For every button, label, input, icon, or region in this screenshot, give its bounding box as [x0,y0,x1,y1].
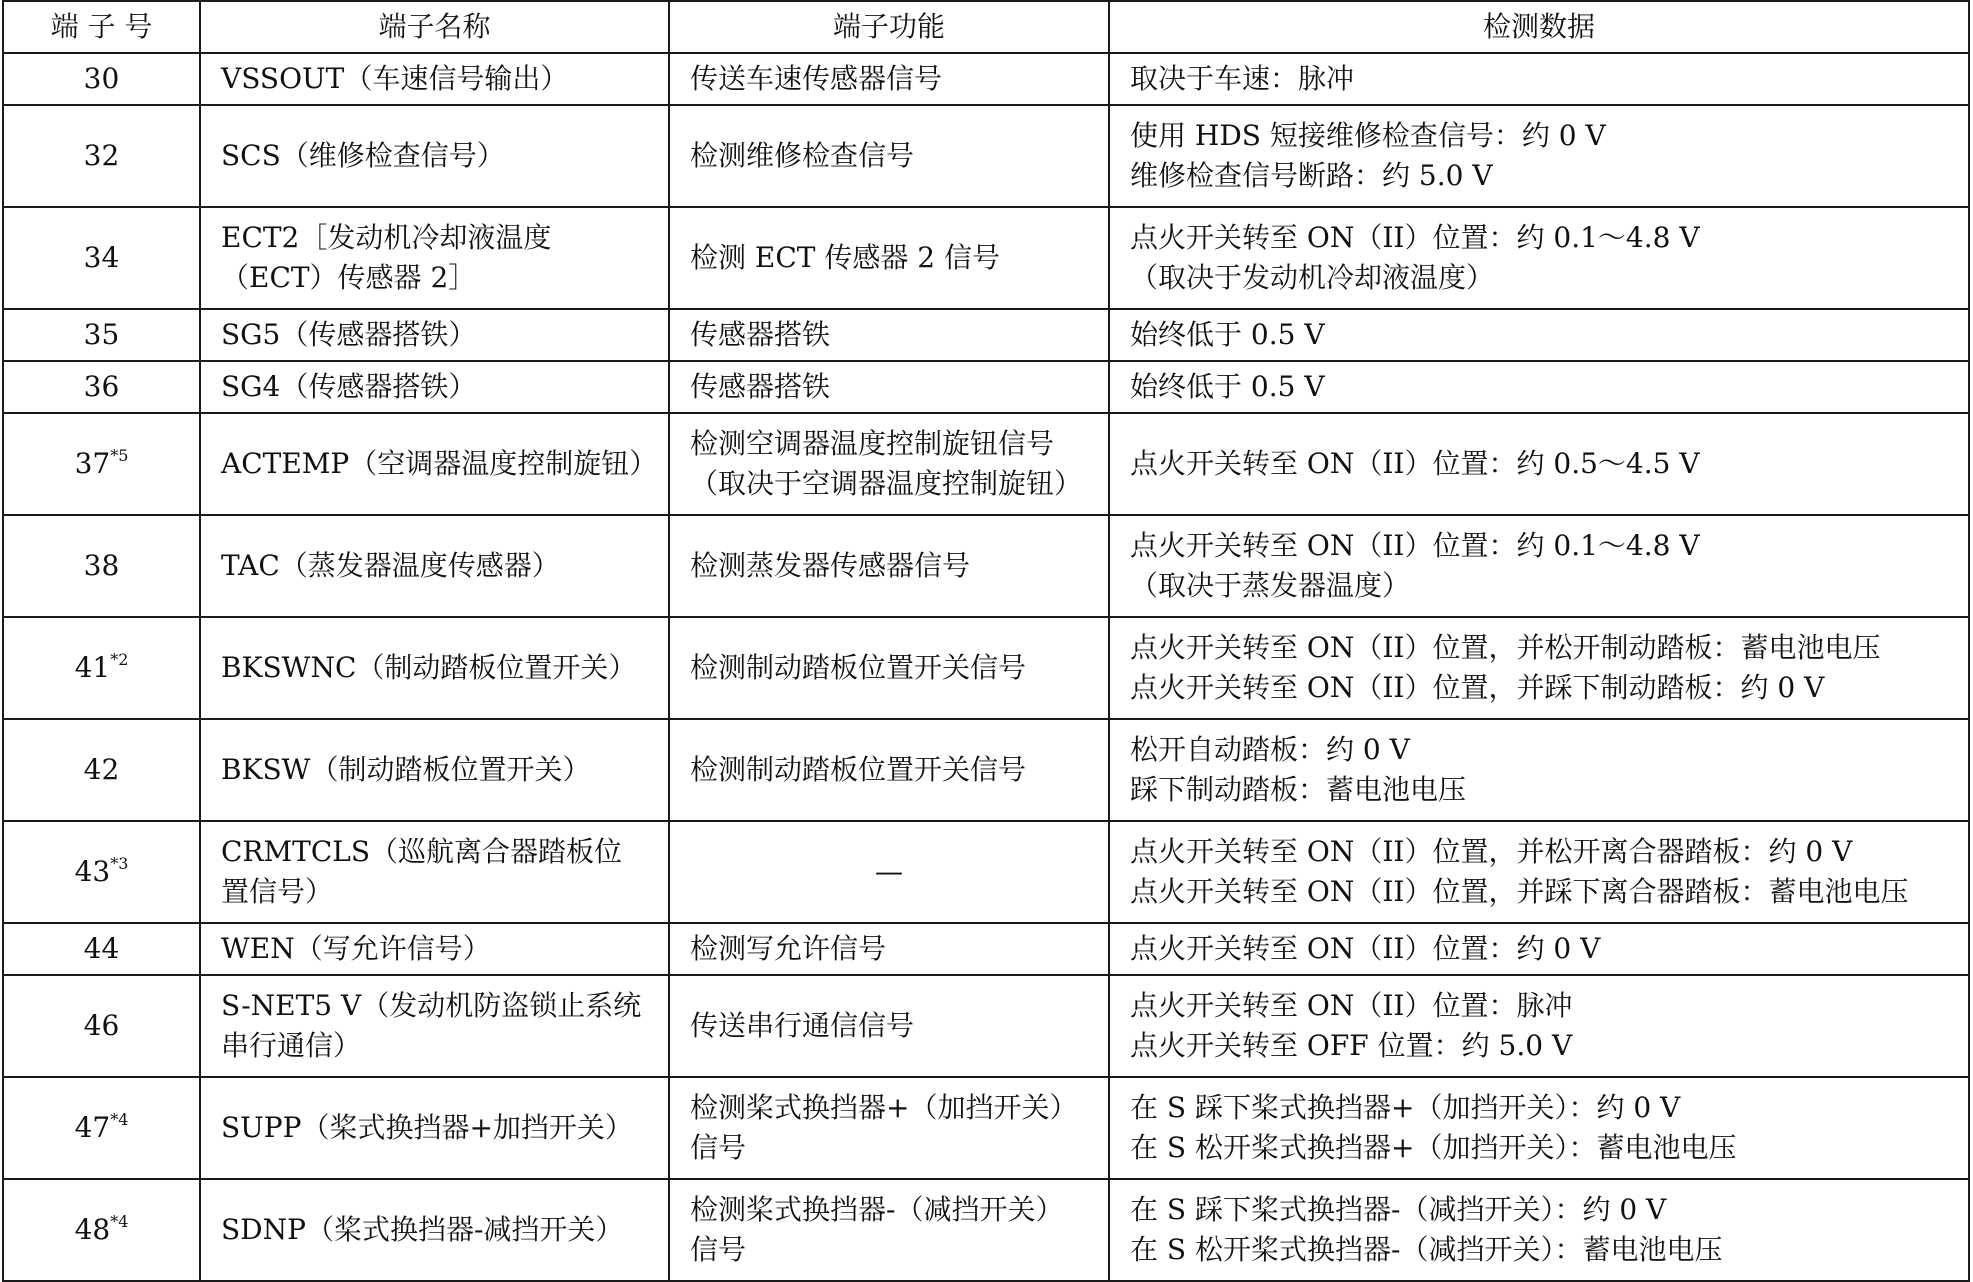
test-data-line: 使用 HDS 短接维修检查信号：约 0 V [1130,119,1606,152]
terminal-no-cell [3,719,200,821]
table-row [3,105,1969,207]
test-data-cell [1109,309,1969,361]
terminal-name-cell: CRMTCLS（巡航离合器踏板位置信号） [200,821,669,923]
terminal-name-cell: SG5（传感器搭铁） [200,309,669,361]
terminal-function-cell: 检测写允许信号 [669,923,1109,975]
test-data-cell [1109,413,1969,515]
terminal-no-cell [3,617,200,719]
terminal-name-cell: BKSW（制动踏板位置开关） [200,719,669,821]
test-data-cell [1109,719,1969,821]
terminal-no: 43 [74,855,111,888]
terminal-function-cell: — [669,821,1109,923]
terminal-no: 36 [83,370,120,403]
test-data-line: 点火开关转至 ON（II）位置，并松开离合器踏板：约 0 V [1130,835,1853,868]
terminal-footnote-mark: *3 [110,853,129,873]
table-row [3,923,1969,975]
test-data-line: 松开自动踏板：约 0 V [1130,733,1410,766]
terminal-function-cell: 传送车速传感器信号 [669,53,1109,105]
table-row [3,207,1969,309]
terminal-function-cell: 检测制动踏板位置开关信号 [669,617,1109,719]
table-row [3,361,1969,413]
header-test-data: 检测数据 [1109,1,1969,53]
test-data-cell [1109,923,1969,975]
terminal-no: 44 [83,932,120,965]
terminal-name-cell: SG4（传感器搭铁） [200,361,669,413]
terminal-data-table [2,0,1970,1282]
terminal-name-cell: SDNP（桨式换挡器-减挡开关） [200,1179,669,1281]
terminal-no-cell [3,1077,200,1179]
test-data-line: 点火开关转至 OFF 位置：约 5.0 V [1130,1029,1573,1062]
terminal-no-cell [3,1179,200,1281]
terminal-no: 35 [83,318,120,351]
terminal-function-cell: 检测蒸发器传感器信号 [669,515,1109,617]
terminal-function-cell: 检测 ECT 传感器 2 信号 [669,207,1109,309]
test-data-line: 维修检查信号断路：约 5.0 V [1130,159,1493,192]
table-row [3,1179,1969,1281]
terminal-name-cell: TAC（蒸发器温度传感器） [200,515,669,617]
terminal-name-cell: SCS（维修检查信号） [200,105,669,207]
terminal-no: 41 [74,651,111,684]
test-data-cell [1109,207,1969,309]
table-row [3,821,1969,923]
test-data-line: 始终低于 0.5 V [1130,370,1325,403]
terminal-name-cell: ACTEMP（空调器温度控制旋钮） [200,413,669,515]
terminal-no-cell [3,515,200,617]
test-data-cell [1109,361,1969,413]
test-data-line: 点火开关转至 ON（II）位置：约 0 V [1130,932,1601,965]
test-data-line: 始终低于 0.5 V [1130,318,1325,351]
test-data-cell [1109,105,1969,207]
terminal-no: 34 [83,241,120,274]
header-terminal-name: 端子名称 [200,1,669,53]
test-data-line: 在 S 松开桨式换挡器-（减挡开关）：蓄电池电压 [1130,1233,1723,1266]
table-row [3,309,1969,361]
test-data-line: 点火开关转至 ON（II）位置：约 0.1～4.8 V [1130,529,1700,562]
terminal-no: 47 [74,1111,111,1144]
terminal-no-cell [3,207,200,309]
terminal-no-cell [3,361,200,413]
terminal-no-cell [3,309,200,361]
terminal-function-cell: 传感器搭铁 [669,309,1109,361]
terminal-function-cell: 检测桨式换挡器+（加挡开关）信号 [669,1077,1109,1179]
header-terminal-function: 端子功能 [669,1,1109,53]
terminal-name-cell: BKSWNC（制动踏板位置开关） [200,617,669,719]
test-data-cell [1109,1179,1969,1281]
table-row [3,413,1969,515]
terminal-no: 42 [83,753,120,786]
terminal-footnote-mark: *4 [110,1211,129,1231]
test-data-line: 在 S 踩下桨式换挡器-（减挡开关）：约 0 V [1130,1193,1667,1226]
test-data-line: 在 S 松开桨式换挡器+（加挡开关）：蓄电池电压 [1130,1131,1737,1164]
test-data-cell [1109,821,1969,923]
test-data-line: 点火开关转至 ON（II）位置：约 0.5～4.5 V [1130,447,1700,480]
table-row [3,975,1969,1077]
test-data-line: 在 S 踩下桨式换挡器+（加挡开关）：约 0 V [1130,1091,1681,1124]
test-data-line: 取决于车速：脉冲 [1130,62,1355,95]
table-row [3,719,1969,821]
table-row [3,617,1969,719]
test-data-line: （取决于发动机冷却液温度） [1130,261,1495,294]
terminal-function-cell: 检测制动踏板位置开关信号 [669,719,1109,821]
table-row [3,53,1969,105]
test-data-line: 踩下制动踏板：蓄电池电压 [1130,773,1467,806]
terminal-name-cell: ECT2［发动机冷却液温度（ECT）传感器 2］ [200,207,669,309]
header-terminal-no: 端 子 号 [3,1,200,53]
terminal-no: 38 [83,549,120,582]
test-data-line: 点火开关转至 ON（II）位置：脉冲 [1130,989,1573,1022]
table-row [3,1077,1969,1179]
terminal-no: 46 [83,1009,120,1042]
terminal-no-cell [3,923,200,975]
test-data-line: 点火开关转至 ON（II）位置，并踩下离合器踏板：蓄电池电压 [1130,875,1909,908]
terminal-no-cell [3,105,200,207]
terminal-function-cell: 传感器搭铁 [669,361,1109,413]
header-row [3,1,1969,53]
terminal-no: 48 [74,1213,111,1246]
test-data-line: 点火开关转至 ON（II）位置：约 0.1～4.8 V [1130,221,1700,254]
terminal-no-cell [3,821,200,923]
test-data-cell [1109,515,1969,617]
terminal-no-cell [3,413,200,515]
terminal-name-cell: WEN（写允许信号） [200,923,669,975]
terminal-function-cell: 检测桨式换挡器-（减挡开关）信号 [669,1179,1109,1281]
terminal-name-cell: SUPP（桨式换挡器+加挡开关） [200,1077,669,1179]
terminal-function-cell: 检测维修检查信号 [669,105,1109,207]
test-data-line: （取决于蒸发器温度） [1130,569,1411,602]
terminal-name-cell: S-NET5 V（发动机防盗锁止系统串行通信） [200,975,669,1077]
terminal-footnote-mark: *4 [110,1109,129,1129]
terminal-no: 30 [83,62,120,95]
terminal-footnote-mark: *2 [110,649,129,669]
test-data-line: 点火开关转至 ON（II）位置，并松开制动踏板：蓄电池电压 [1130,631,1881,664]
test-data-cell [1109,1077,1969,1179]
table-body [3,53,1969,1281]
table-row [3,515,1969,617]
table-header [3,1,1969,53]
terminal-no: 37 [74,447,111,480]
terminal-function-cell: 检测空调器温度控制旋钮信号（取决于空调器温度控制旋钮） [669,413,1109,515]
terminal-footnote-mark: *5 [110,445,129,465]
test-data-cell [1109,975,1969,1077]
terminal-no-cell [3,53,200,105]
test-data-cell [1109,617,1969,719]
test-data-cell [1109,53,1969,105]
terminal-no-cell [3,975,200,1077]
terminal-no: 32 [83,139,120,172]
terminal-function-cell: 传送串行通信信号 [669,975,1109,1077]
terminal-name-cell: VSSOUT（车速信号输出） [200,53,669,105]
test-data-line: 点火开关转至 ON（II）位置，并踩下制动踏板：约 0 V [1130,671,1825,704]
